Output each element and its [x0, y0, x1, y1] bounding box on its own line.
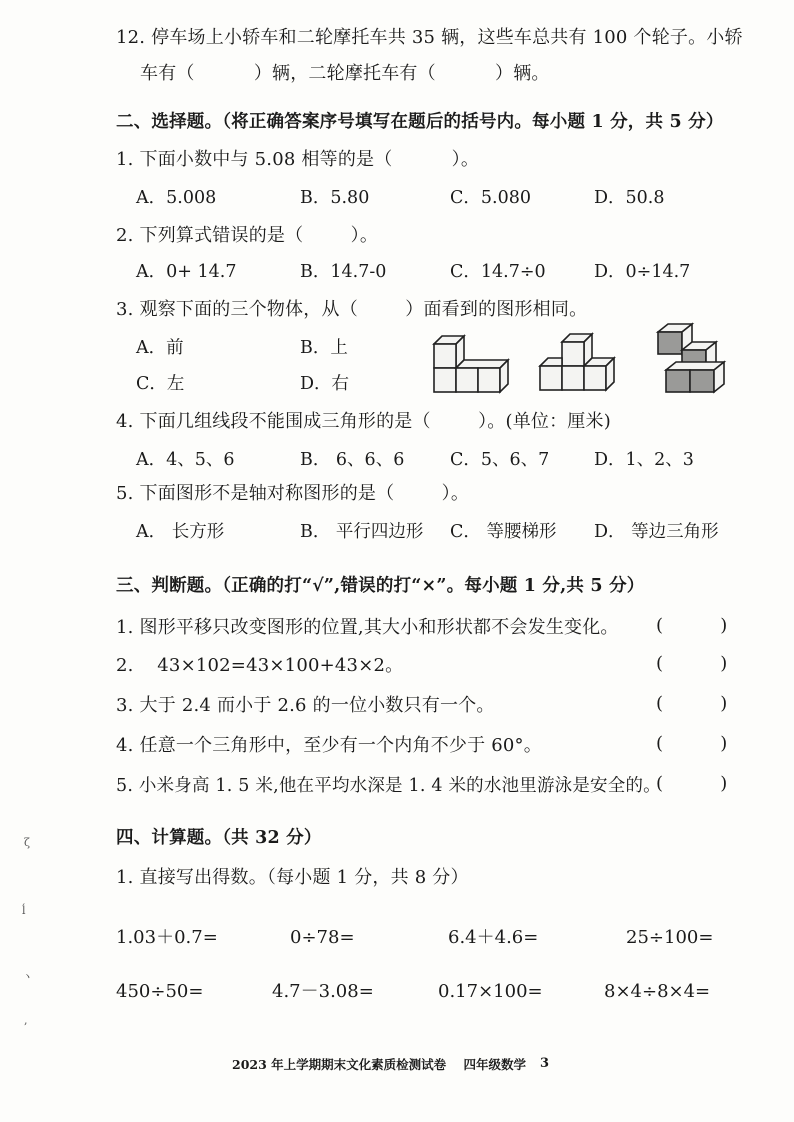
s2-q2-option-b: B．14.7-0 [300, 262, 387, 282]
cube-figure-2 [534, 328, 626, 400]
s2-q1-text: 1. 下面小数中与 5.08 相等的是（ ）。 [116, 149, 480, 170]
s3-item5-answer-paren: ( ) [656, 773, 728, 794]
s2-q4-option-c: C．5、6、7 [450, 450, 550, 470]
s2-q4-option-b: B． 6、6、6 [300, 450, 405, 470]
q12-line2: 车有（ ）辆，二轮摩托车有（ ）辆。 [140, 63, 550, 84]
scan-mark: , [24, 1014, 28, 1027]
s3-item3-text: 3. 大于 2.4 而小于 2.6 的一位小数只有一个。 [116, 695, 495, 716]
s2-q2-option-c: C．14.7÷0 [450, 262, 546, 282]
section2-heading: 二、选择题。（将正确答案序号填写在题后的括号内。每小题 1 分，共 5 分） [116, 112, 724, 132]
s2-q1-option-c: C．5.080 [450, 188, 531, 208]
s2-q3-option-d: D．右 [300, 374, 350, 394]
s2-q2-option-d: D．0÷14.7 [594, 262, 691, 282]
s2-q4-option-a: A．4、5、6 [136, 450, 235, 470]
scan-mark: ヽ [22, 970, 33, 983]
cube-figure-3 [652, 320, 748, 400]
calc-r2-c4: 8×4÷8×4= [604, 981, 711, 1002]
s2-q5-text: 5. 下面图形不是轴对称图形的是（ ）。 [116, 483, 470, 504]
s2-q2-text: 2. 下列算式错误的是（ ）。 [116, 225, 379, 246]
calc-r1-c4: 25÷100= [626, 927, 714, 948]
s3-item3-answer-paren: ( ) [656, 693, 728, 714]
calc-r2-c3: 0.17×100= [438, 981, 543, 1002]
s2-q5-option-c: C． 等腰梯形 [450, 522, 557, 542]
s2-q3-option-c: C．左 [136, 374, 185, 394]
s2-q1-option-a: A．5.008 [136, 188, 217, 208]
footer-title: 2023 年上学期期末文化素质检测试卷 四年级数学 [232, 1057, 527, 1072]
q12-line1: 12. 停车场上小轿车和二轮摩托车共 35 辆，这些车总共有 100 个轮子。小轿 [116, 27, 743, 48]
s2-q1-option-b: B．5.80 [300, 188, 370, 208]
s2-q3-option-a: A．前 [136, 338, 184, 358]
s3-item1-text: 1. 图形平移只改变图形的位置,其大小和形状都不会发生变化。 [116, 617, 619, 638]
scan-mark: ĺ [22, 904, 26, 917]
cube-figure-1 [428, 330, 520, 400]
section4-heading: 四、计算题。（共 32 分） [116, 828, 322, 848]
s3-item4-answer-paren: ( ) [656, 733, 728, 754]
s2-q4-text: 4. 下面几组线段不能围成三角形的是（ ）。(单位：厘米) [116, 411, 611, 432]
s2-q2-option-a: A．0+ 14.7 [136, 262, 237, 282]
s2-q5-option-d: D． 等边三角形 [594, 522, 719, 542]
s2-q3-text: 3. 观察下面的三个物体，从（ ）面看到的图形相同。 [116, 299, 588, 320]
s3-item4-text: 4. 任意一个三角形中，至少有一个内角不少于 60°。 [116, 735, 542, 756]
s3-item2-text: 2. 43×102=43×100+43×2。 [116, 655, 404, 676]
footer-page-number: 3 [540, 1056, 550, 1071]
calc-r1-c3: 6.4＋4.6= [448, 927, 539, 948]
s3-item5-text: 5. 小米身高 1. 5 米,他在平均水深是 1. 4 米的水池里游泳是安全的。 [116, 776, 661, 796]
s2-q5-option-b: B． 平行四边形 [300, 522, 424, 542]
scan-mark: ζ [24, 836, 30, 849]
calc-r1-c2: 0÷78= [290, 927, 355, 948]
s3-item2-answer-paren: ( ) [656, 653, 728, 674]
calc-r2-c1: 450÷50= [116, 981, 204, 1002]
s3-item1-answer-paren: ( ) [656, 615, 728, 636]
s2-q3-option-b: B．上 [300, 338, 348, 358]
s4-sub1-text: 1. 直接写出得数。（每小题 1 分，共 8 分） [116, 867, 469, 888]
section3-heading: 三、判断题。（正确的打“√”,错误的打“×”。每小题 1 分,共 5 分） [116, 576, 645, 596]
s2-q4-option-d: D．1、2、3 [594, 450, 694, 470]
s2-q1-option-d: D．50.8 [594, 188, 665, 208]
calc-r1-c1: 1.03＋0.7= [116, 927, 218, 948]
s2-q5-option-a: A． 长方形 [136, 522, 225, 542]
calc-r2-c2: 4.7－3.08= [272, 981, 374, 1002]
